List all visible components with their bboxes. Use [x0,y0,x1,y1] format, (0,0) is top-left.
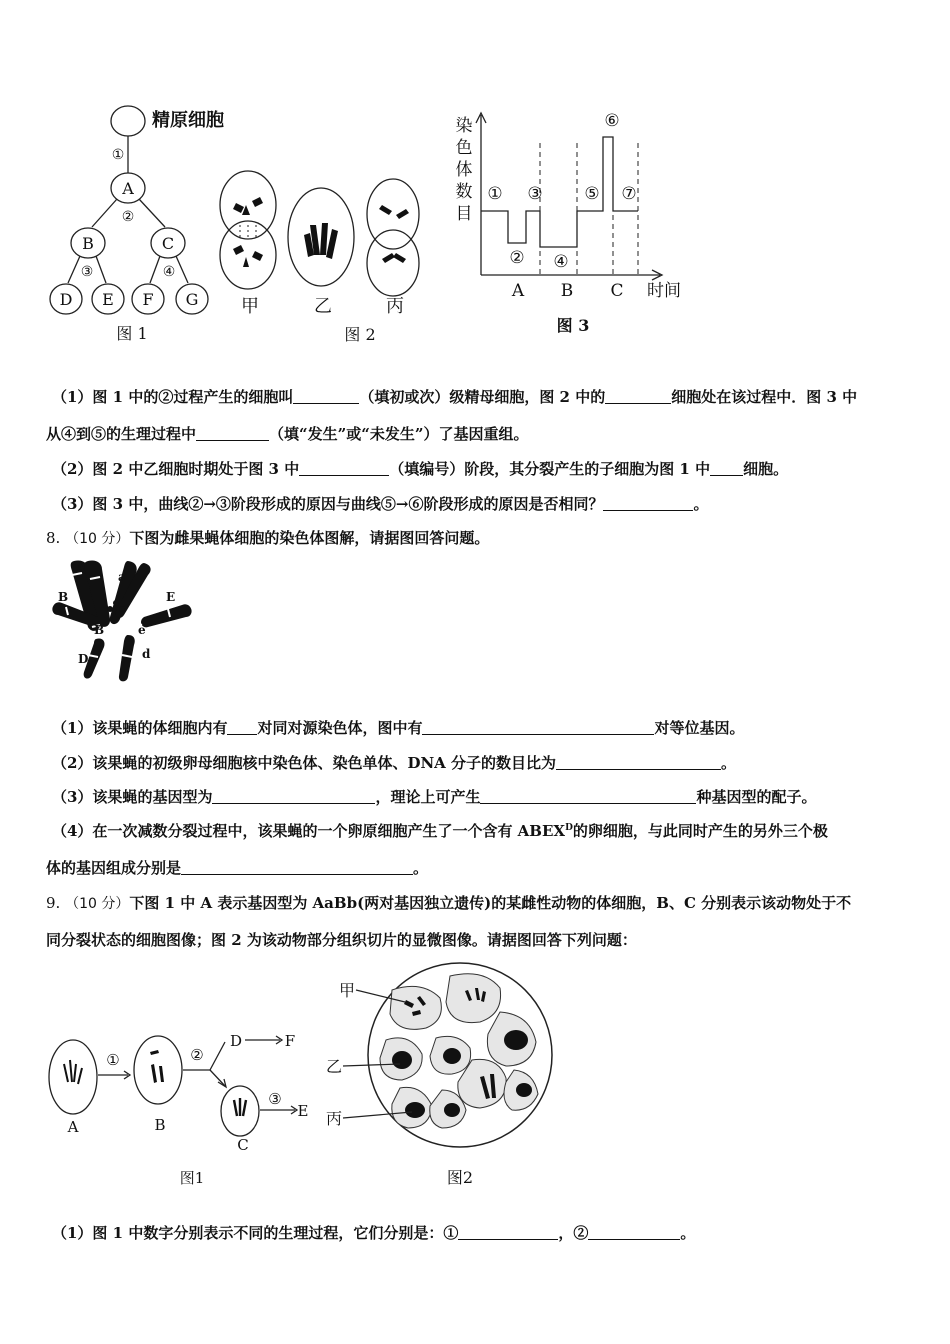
q9-p1-line: （1）图 1 中数字分别表示不同的生理过程，它们分别是：① ，② 。 [52,1224,696,1242]
figure-row-1 [40,95,700,355]
chrom-label-B1: B [58,590,69,604]
fig3-xtick-B: B [560,281,574,301]
fig3-curve [481,137,638,247]
fig3-xlabel: 时间 [647,281,681,301]
fig3-pt-3: ③ [527,184,543,204]
q7-blank-4[interactable] [299,461,389,476]
q9-fig1-label-D: D [229,1032,243,1050]
q8-blank-4[interactable] [212,789,375,804]
q8-p4-line2: 体的基因组成分别是 。 [46,859,429,877]
q7-blank-6[interactable] [603,496,693,511]
q7-blank-2[interactable] [605,389,671,404]
q7-p2-line: （2）图 2 中乙细胞时期处于图 3 中 （填编号）阶段，其分裂产生的子细胞为图 1 中 细胞。 [52,460,789,478]
fig3-pt-1: ① [487,184,503,204]
fig2-label-bing: 丙 [386,296,404,317]
q7-blank-5[interactable] [710,461,743,476]
chrom-label-B2: B [94,623,105,637]
q9-fig1-step-1: ① [106,1051,120,1069]
fig1-node-G: G [185,290,199,309]
q8-heading: 8. （10 分）下图为雌果蝇体细胞的染色体图解，请据图回答问题。 [46,529,490,547]
q9-fig1-label-A: A [67,1118,79,1136]
fig1-node-D: D [59,290,73,309]
chrom-label-E: E [166,590,176,604]
fig2-cell-yi [288,188,354,286]
q9-fig1-caption: 图1 [179,1169,205,1187]
fig3-pt-4: ④ [553,252,569,272]
fig2-label-yi: 乙 [314,296,332,317]
q7-p3-line: （3）图 3 中，曲线②→③阶段形成的原因与曲线⑤→⑥阶段形成的原因是否相同？ 。 [52,495,709,513]
fig3-pt-6: ⑥ [604,111,620,131]
fig3-ylabel-5: 目 [455,204,473,224]
fig3-pt-5: ⑤ [584,184,600,204]
fig1-top-label: 精原细胞 [152,110,224,131]
fig3-caption: 图 3 [556,316,590,335]
fig3-ylabel-1: 染 [455,116,473,136]
fig3-ylabel-2: 色 [455,138,473,158]
chrom-label-d: d [142,647,151,661]
chrom-label-D: D [78,652,89,666]
q9-fig1-cell-B [134,1036,182,1104]
q8-p2-line: （2）该果蝇的初级卵母细胞核中染色体、染色单体、DNA 分子的数目比为 。 [52,754,737,772]
fig3-pt-2: ② [509,248,525,268]
q9-fig2-caption: 图2 [446,1168,474,1187]
q9-fig1-label-B: B [154,1116,166,1134]
fig1-step-3: ③ [80,264,94,280]
q8-blank-5[interactable] [480,789,696,804]
fig1-node-B: B [82,234,94,253]
q8-p4-line1: （4）在一次减数分裂过程中，该果蝇的一个卵原细胞产生了一个含有 $ABEX^D$的卵细胞，与此同时产生的另外三个极 [52,822,828,840]
q7-blank-3[interactable] [196,426,269,441]
fig2-label-jia: 甲 [241,296,259,317]
q9-fig2-label-jia: 甲 [338,981,356,1000]
q9-fig1-step-2: ② [190,1046,204,1064]
q8-blank-2[interactable] [422,720,654,735]
q9-fig2-label-yi: 乙 [325,1057,343,1076]
q9-blank-2[interactable] [588,1225,680,1240]
q9-fig1-label-E: E [297,1102,309,1120]
q9-blank-1[interactable] [458,1225,558,1240]
q9-heading: 9. （10 分）下图 1 中 A 表示基因型为 AaBb(两对基因独立遗传)的某雌性动物的体细胞，B、C 分别表示该动物处于不 [46,894,852,912]
chrom-label-e: e [138,623,146,637]
fig2-caption: 图 2 [344,325,376,344]
q8-blank-6[interactable] [181,860,413,875]
q9-fig1-label-C: C [237,1136,249,1154]
q8-p3-line: （3）该果蝇的基因型为 ，理论上可产生 种基因型的配子。 [52,788,817,806]
fig3-pt-7: ⑦ [621,184,637,204]
q9-fig2-label-bing: 丙 [325,1109,343,1128]
q7-p1-line1: （1）图 1 中的②过程产生的细胞叫 （填初或次）级精母细胞，图 2 中的 细胞处在该过程中．图 3 中 [52,388,858,406]
fig1-step-1: ① [111,147,125,163]
q7-blank-1[interactable] [293,389,359,404]
q9-heading-line2: 同分裂状态的细胞图像；图 2 为该动物部分组织切片的显微图像。请据图回答下列问题： [46,931,637,949]
fig1-caption: 图 1 [116,324,148,343]
fly-chromosome-figure [48,555,198,685]
q9-fig1-label-F: F [284,1032,296,1050]
fig1-node-A: A [122,179,134,198]
figure-row-3 [40,960,560,1195]
fig1-step-4: ④ [162,264,176,280]
fig1-step-2: ② [121,209,135,225]
q9-fig1-cell-A [49,1040,97,1114]
chrom-label-A: A [76,561,86,575]
q8-blank-1[interactable] [227,720,257,735]
q8-p1-line: （1）该果蝇的体细胞内有 对同对源染色体，图中有 对等位基因。 [52,719,745,737]
fig1-node-E: E [102,290,114,309]
fig2-cell-jia [220,171,276,239]
q8-blank-3[interactable] [556,755,721,770]
fig3-ylabel-3: 体 [455,160,473,180]
fig3-ylabel-4: 数 [455,182,473,202]
chrom-label-a: a [118,570,126,584]
fig3-xtick-A: A [511,281,525,301]
fig1-node-C: C [161,234,175,253]
fig3-xtick-C: C [610,281,624,301]
q7-p1-line2: 从④到⑤的生理过程中 （填“发生”或“未发生”）了基因重组。 [46,425,529,443]
fig1-node-F: F [142,290,154,309]
q9-fig1-step-3: ③ [268,1090,282,1108]
